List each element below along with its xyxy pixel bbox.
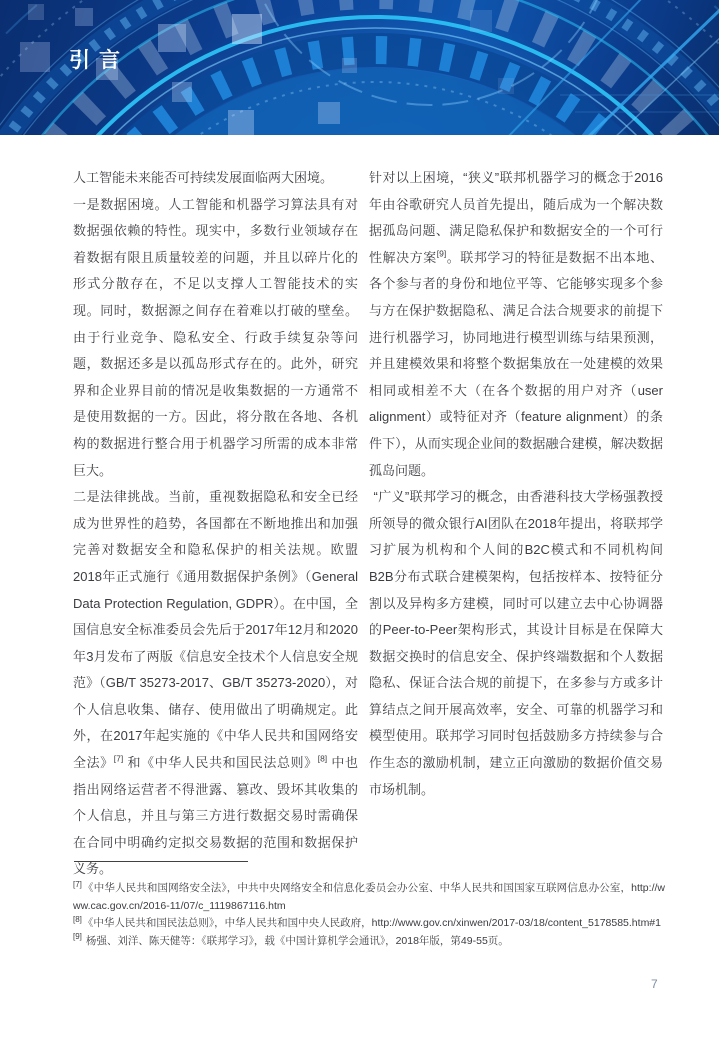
right-column	[369, 165, 663, 883]
footnote-marker: [8]	[73, 914, 82, 924]
footnote-marker: [9]	[73, 932, 82, 941]
footnote: [9] 杨强、刘洋、陈天健等：《联邦学习》，载《中国计算机学会通讯》，2018年版，第49-55页。	[73, 932, 509, 947]
footnote-ref: [8]	[317, 753, 328, 764]
paragraph: “广义”联邦学习的概念，由香港科技大学杨强教授所领导的微众银行AI团队在2018年提出，将联邦学习扩展为机构和个人间的B2C模式和不同机构间B2B分布式联合建模架构，包括按样本、按特征分割以及异构多方建模，同时可以建立去中心协调器的Peer-to-Peer架构形式，其设计目标是在保障大数据交换时的信息安全、保护终端数据和个人数据隐私、保证合法合规的前提下，在多参与方或多计算结点之间开展高效率，安全、可靠的机器学习和模型使用。联邦学习同时包括鼓励多方持续参与合作生态的激励机制，建立正向激励的数据价值交易市场机制。	[369, 489, 663, 797]
paragraph: 人工智能未来能否可持续发展面临两大困境。	[73, 170, 334, 185]
paragraph: 二是法律挑战。当前，重视数据隐私和安全已经成为世界性的趋势，各国都在不断地推出和加强完善对数据安全和隐私保护的相关法规。欧盟2018年正式施行《通用数据保护条例》（General Data Protection Regulation, GDPR）。在中国，全国信息安全标准委员会先后于2017年12月和2020年3月发布了两版《信息安全技术个人信息安全规范》（GB/T 35273-2017、GB/T 35273-2020），对个人信息收集、储存、使用做出了明确规定。此外，在2017年起实施的《中华人民共和国网络安全法》[7] 和《中华人民共和国民法总则》[8] 中也指出网络运营者不得泄露、篡改、毁坏其收集的个人信息，并且与第三方进行数据交易时需确保在合同中明确约定拟交易数据的范围和数据保护义务。	[73, 489, 358, 877]
footnotes-section	[73, 880, 665, 950]
paragraph: 针对以上困境，“狭义”联邦机器学习的概念于2016年由谷歌研究人员首先提出，随后成为一个解决数据孤岛问题、满足隐私保护和数据安全的一个可行性解决方案[9]。联邦学习的特征是数据不出本地、各个参与者的身份和地位平等、它能够实现多个参与方在保护数据隐私、满足合法合规要求的前提下进行机器学习，协同地进行模型训练与结果预测，并且建模效果和将整个数据集放在一处建模的效果相同或相差不大（在各个数据的用户对齐（user alignment）或特征对齐（feature alignment）的条件下），从而实现企业间的数据融合建模，解决数据孤岛问题。	[369, 170, 663, 478]
page-banner	[0, 0, 719, 135]
page-title: 引言	[69, 49, 129, 72]
footnote-ref: [9]	[436, 248, 447, 259]
footnote-marker: [7]	[73, 879, 82, 889]
paragraph: 一是数据困境。人工智能和机器学习算法具有对数据强依赖的特性。现实中，多数行业领域存在着数据有限且质量较差的问题，并且以碎片化的形式分散存在，不足以支撑人工智能技术的实现。同时，数据源之间存在着难以打破的壁垒。由于行业竞争、隐私安全、行政手续复杂等问题，数据还多是以孤岛形式存在的。此外，研究界和企业界目前的情况是收集数据的一方通常不是使用数据的一方。因此，将分散在各地、各机构的数据进行整合用于机器学习所需的成本非常巨大。	[73, 196, 358, 478]
footnote-ref: [7]	[113, 753, 124, 764]
left-column	[73, 165, 358, 883]
content-area	[73, 165, 663, 883]
footnote-divider	[74, 861, 248, 862]
page-number: 7	[651, 977, 658, 991]
footnote: [7]《中华人民共和国网络安全法》，中共中央网络安全和信息化委员会办公室、中华人民共和国国家互联网信息办公室，http://www.cac.gov.cn/2016-11/07/c_1119867116.htm	[73, 879, 665, 912]
footnote: [8]《中华人民共和国民法总则》，中华人民共和国中央人民政府，http://www.gov.cn/xinwen/2017-03/18/content_5178585.htm#1	[73, 914, 661, 929]
